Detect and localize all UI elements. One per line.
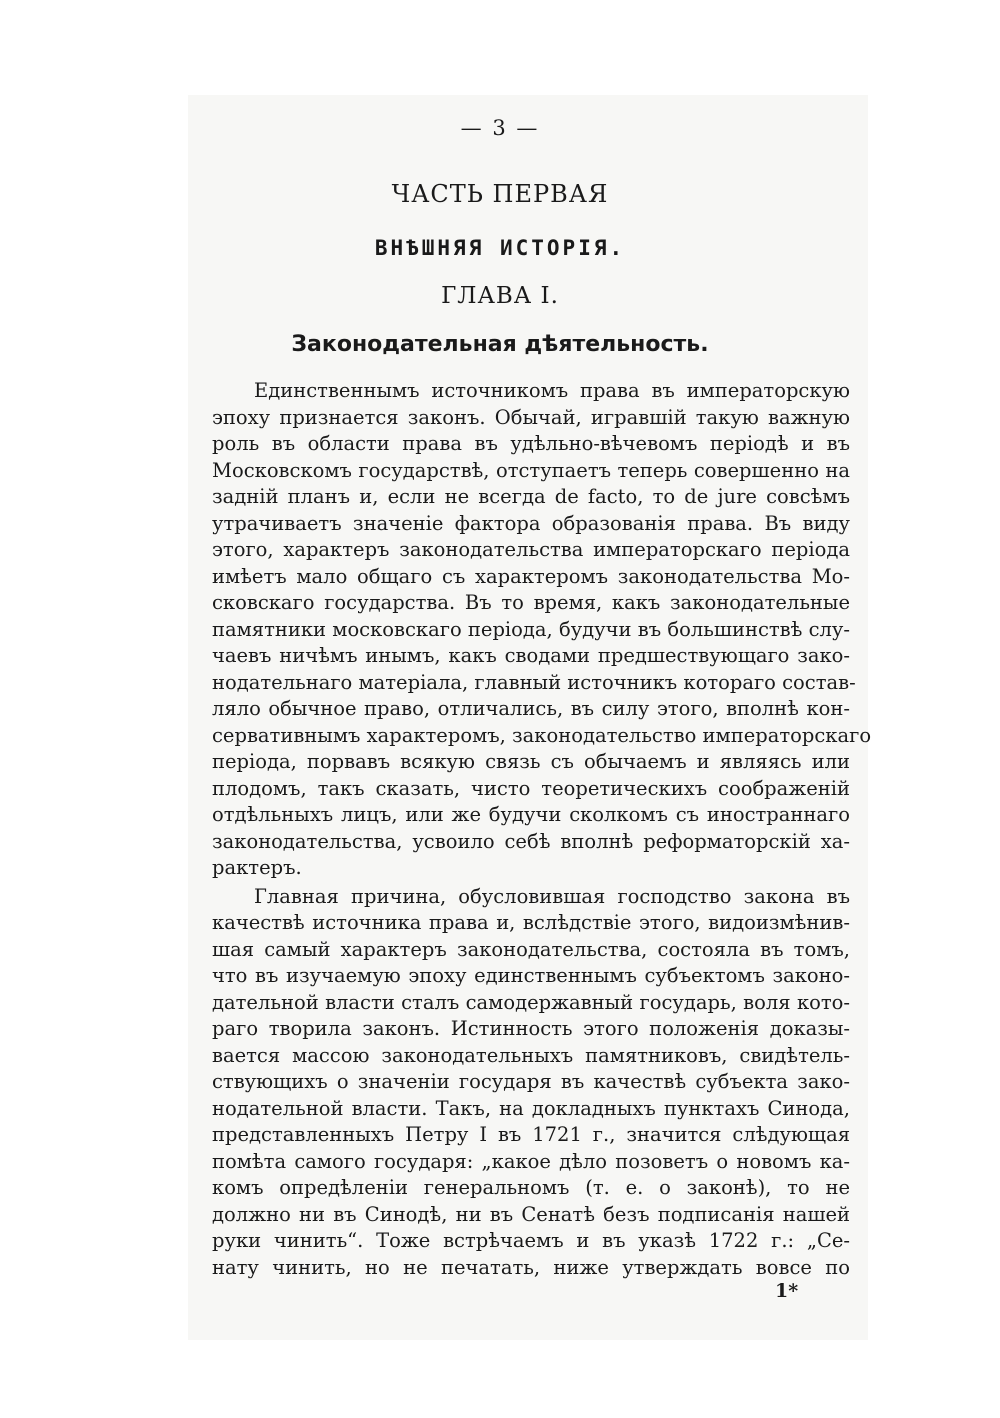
text-line: вается массою законодательныхъ памятниковъ, свидѣтель- <box>212 1043 850 1067</box>
text-line: законодательства, усвоило себѣ вполнѣ реформаторскій ха- <box>212 829 850 853</box>
text-line: раго творила законъ. Истинность этого положенія доказы- <box>212 1017 850 1040</box>
text-line: дательной власти сталъ самодержавный государь, воля кото- <box>212 990 850 1014</box>
text-line: чаевъ ничѣмъ инымъ, какъ сводами предшествующаго зако- <box>212 644 850 667</box>
text-line: руки чинить“. Тоже встрѣчаемъ и въ указѣ 1722 г.: „Се- <box>212 1229 850 1252</box>
signature-mark: 1* <box>775 1280 799 1302</box>
text-line: представленныхъ Петру I въ 1721 г., значится слѣдующая <box>212 1123 850 1146</box>
chapter-title: ГЛАВА I. <box>441 283 559 309</box>
text-line: ствующихъ о значеніи государя въ качествѣ субъекта зако- <box>212 1070 850 1093</box>
text-line: плодомъ, такъ сказать, чисто теоретическихъ соображеній <box>212 776 850 800</box>
text-line: этого, характеръ законодательства императорскаго періода <box>212 538 850 561</box>
text-line: памятники московскаго періода, будучи въ большинствѣ слу- <box>212 617 850 641</box>
text-line: что въ изучаемую эпоху единственнымъ субъектомъ законо- <box>212 964 850 987</box>
body-text <box>212 378 872 1281</box>
text-line: нодательной власти. Такъ, на докладныхъ пунктахъ Синода, <box>212 1096 850 1120</box>
text-line: отдѣльныхъ лицъ, или же будучи сколкомъ съ иностраннаго <box>212 803 850 826</box>
text-line: качествѣ источника права и, вслѣдствіе этого, видоизмѣнив- <box>212 911 850 934</box>
text-line: сервативнымъ характеромъ, законодательство императорскаго <box>212 723 872 747</box>
text-line: періода, порвавъ всякую связь съ обычаемъ и являясь или <box>212 750 850 773</box>
text-line: роль въ области права въ удѣльно-вѣчевомъ періодѣ и въ <box>212 432 850 455</box>
text-line: имѣетъ мало общаго съ характеромъ законодательства Мо- <box>212 564 850 588</box>
section-title: ВНѢШНЯЯ ИСТОРІЯ. <box>374 236 626 260</box>
page-number: — 3 — <box>460 116 540 140</box>
text-line: нодательнаго матеріала, главный источникъ котораго состав- <box>212 670 856 694</box>
chapter-subtitle: Законодательная дѣятельность. <box>291 332 709 357</box>
text-line: должно ни въ Синодѣ, ни въ Сенатѣ безъ подписанія нашей <box>212 1202 850 1226</box>
text-line: Московскомъ государствѣ, отступаетъ теперь совершенно на <box>212 458 850 482</box>
text-line: шая самый характеръ законодательства, состояла въ томъ, <box>212 937 850 961</box>
part-title: ЧАСТЬ ПЕРВАЯ <box>391 180 609 208</box>
text-line: Единственнымъ источникомъ права въ императорскую <box>254 379 850 402</box>
text-line: комъ опредѣленіи генеральномъ (т. е. о законѣ), то не <box>212 1176 850 1199</box>
text-line: задній планъ и, если не всегда de facto, то de jure совсѣмъ <box>212 485 850 508</box>
text-line: Главная причина, обусловившая господство закона въ <box>254 884 850 908</box>
text-line: нату чинить, но не печатать, ниже утверждать вовсе по <box>212 1255 850 1279</box>
text-line: помѣта самого государя: „какое дѣло позоветъ о новомъ ка- <box>212 1149 850 1173</box>
text-line: рактеръ. <box>212 856 302 879</box>
text-line: утрачиваетъ значеніе фактора образованія права. Въ виду <box>212 511 850 535</box>
text-line: сковскаго государства. Въ то время, какъ законодательные <box>212 591 850 614</box>
text-line: эпоху признается законъ. Обычай, игравшій такую важную <box>212 405 850 429</box>
text-line: ляло обычное право, отличались, въ силу этого, вполнѣ кон- <box>212 697 850 720</box>
